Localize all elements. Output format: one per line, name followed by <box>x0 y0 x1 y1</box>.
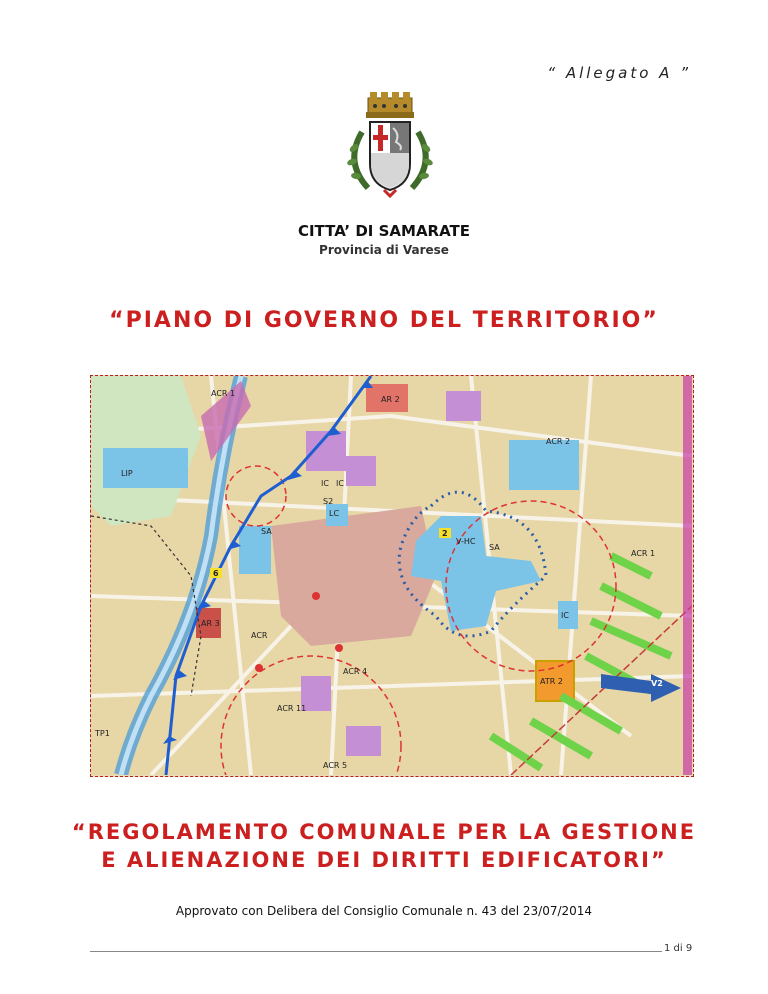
zoning-map <box>90 375 694 777</box>
zoning-map-icon <box>91 376 692 775</box>
svg-text:ACR 2: ACR 2 <box>546 437 571 446</box>
svg-text:6: 6 <box>213 569 219 578</box>
svg-text:ACR: ACR <box>251 631 268 640</box>
svg-text:ACR 1: ACR 1 <box>631 549 656 558</box>
document-title-line-2: E ALIENAZIONE DEI DIRITTI EDIFICATORI” <box>101 848 667 872</box>
svg-text:ACR 5: ACR 5 <box>323 761 348 770</box>
svg-text:V2: V2 <box>651 679 663 688</box>
page-number: 1 di 9 <box>664 943 693 954</box>
municipality-name: CITTA’ DI SAMARATE <box>297 222 471 240</box>
svg-text:LC: LC <box>329 509 340 518</box>
svg-text:SA: SA <box>261 527 272 536</box>
svg-text:IC: IC <box>321 479 329 488</box>
svg-text:S2: S2 <box>323 497 334 506</box>
svg-text:V-HC: V-HC <box>456 537 476 546</box>
svg-text:TP1: TP1 <box>95 729 110 738</box>
svg-text:LIP: LIP <box>121 469 133 478</box>
document-title-line-1: “REGOLAMENTO COMUNALE PER LA GESTIONE <box>71 820 697 844</box>
city-coat-of-arms-icon <box>340 92 440 202</box>
province-name: Provincia di Varese <box>319 243 449 257</box>
annex-label: “ Allegato A ” <box>547 64 691 82</box>
svg-text:AR 2: AR 2 <box>381 395 400 404</box>
footer-rule <box>90 951 662 952</box>
svg-text:2: 2 <box>442 529 448 538</box>
svg-text:ACR 11: ACR 11 <box>277 704 307 713</box>
plan-title: “PIANO DI GOVERNO DEL TERRITORIO” <box>109 308 659 333</box>
svg-text:AR 3: AR 3 <box>201 619 220 628</box>
approval-note: Approvato con Delibera del Consiglio Comunale n. 43 del 23/07/2014 <box>175 904 593 918</box>
svg-text:IC: IC <box>336 479 344 488</box>
svg-text:IC: IC <box>561 611 569 620</box>
svg-text:ATR 2: ATR 2 <box>540 677 563 686</box>
svg-text:ACR 4: ACR 4 <box>343 667 368 676</box>
svg-text:ACR 1: ACR 1 <box>211 389 236 398</box>
svg-text:SA: SA <box>489 543 500 552</box>
document-title <box>0 818 768 874</box>
